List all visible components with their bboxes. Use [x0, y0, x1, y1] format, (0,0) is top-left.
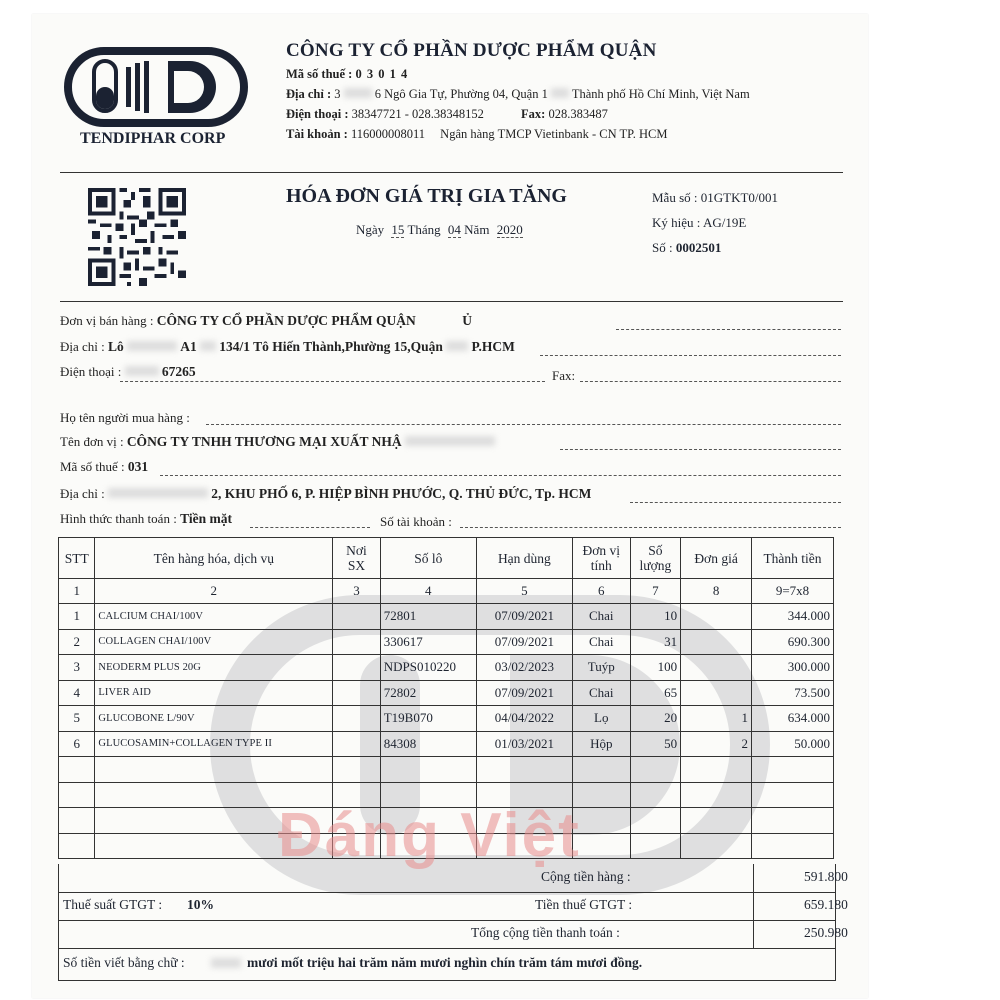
colnum: 9=7x8 — [751, 579, 833, 604]
header-origin: Nơi SX — [333, 538, 381, 579]
header-address-prefix: 3 — [334, 87, 341, 101]
empty-table-row — [59, 757, 834, 783]
seller-address-prefix: Lô — [108, 339, 124, 354]
invoice-title: HÓA ĐƠN GIÁ TRỊ GIA TĂNG — [286, 185, 567, 207]
cell-amount: 690.300 — [751, 629, 833, 655]
dotted-line — [616, 329, 841, 330]
cell-qty: 65 — [630, 680, 681, 706]
seller-unit-line — [60, 313, 472, 329]
cell-lot: NDPS010220 — [380, 655, 476, 681]
cell-name: COLLAGEN CHAI/100V — [95, 629, 333, 655]
header-lot: Số lô — [380, 538, 476, 579]
cell-stt: 5 — [59, 706, 95, 732]
date-year-label: Năm — [464, 222, 490, 237]
header-divider — [60, 172, 843, 173]
invoice-date — [356, 222, 523, 238]
dotted-line — [460, 527, 841, 528]
qr-code-icon — [88, 188, 186, 286]
cell-expiry: 01/03/2021 — [476, 731, 572, 757]
number-value: 0002501 — [675, 240, 722, 255]
form-label: Mẫu số : — [652, 190, 698, 205]
vat-row — [58, 892, 848, 921]
number-label: Số : — [652, 240, 673, 255]
dotted-line — [160, 475, 841, 476]
cell-unit: Chai — [572, 604, 630, 630]
header-stt: STT — [59, 538, 95, 579]
seller-unit-label: Đơn vị bán hàng : — [60, 313, 154, 328]
payment-label: Hình thức thanh toán : — [60, 511, 177, 526]
buyer-unit-line — [60, 434, 495, 450]
seller-fax-label: Fax: — [552, 368, 576, 383]
form-value: 01GTKT0/001 — [700, 190, 779, 205]
seller-address-mid: A1 — [180, 339, 197, 354]
grand-total-row — [58, 920, 848, 949]
form-number — [652, 190, 778, 206]
cell-name: NEODERM PLUS 20G — [95, 655, 333, 681]
cell-unit: Chai — [572, 680, 630, 706]
cell-amount: 50.000 — [751, 731, 833, 757]
dotted-line — [120, 381, 545, 382]
header-bank-value: Ngân hàng TMCP Vietinbank - CN — [440, 127, 617, 141]
buyer-unit-label: Tên đơn vị : — [60, 434, 124, 449]
colnum: 3 — [333, 579, 381, 604]
date-day: 15 — [391, 222, 405, 237]
cell-lot: 84308 — [380, 731, 476, 757]
cell-qty: 100 — [630, 655, 681, 681]
cell-origin — [333, 680, 381, 706]
cell-qty: 50 — [630, 731, 681, 757]
cell-unit: Lọ — [572, 706, 630, 732]
cell-price — [681, 604, 752, 630]
header-tax-line — [286, 67, 408, 82]
seller-phone-value: 67265 — [161, 364, 196, 379]
redaction — [344, 88, 372, 98]
header-address-line — [286, 87, 750, 102]
colnum: 1 — [59, 579, 95, 604]
cell-expiry: 07/09/2021 — [476, 604, 572, 630]
header-phone-line — [286, 107, 608, 122]
cell-lot: 330617 — [380, 629, 476, 655]
buyer-address-label: Địa chỉ : — [60, 486, 105, 501]
cell-price — [681, 655, 752, 681]
header-tax-value: 0 3 0 1 4 — [355, 67, 409, 81]
cell-stt: 4 — [59, 680, 95, 706]
vat-label: Tiền thuế GTGT : — [535, 897, 633, 912]
header-expiry: Hạn dùng — [476, 538, 572, 579]
invoice-number — [652, 240, 721, 256]
cell-name: GLUCOBONE L/90V — [95, 706, 333, 732]
colnum: 5 — [476, 579, 572, 604]
table-row — [59, 706, 834, 732]
table-row — [59, 680, 834, 706]
seller-unit-suffix: Ủ — [462, 313, 473, 328]
brand-name: TENDIPHAR CORP — [80, 130, 226, 147]
dotted-line — [250, 527, 370, 528]
table-row — [59, 629, 834, 655]
header-fax-value: 028.383487 — [548, 107, 608, 121]
header-qty: Số lượng — [630, 538, 681, 579]
header-account-line — [286, 127, 667, 142]
cell-amount: 73.500 — [751, 680, 833, 706]
cell-lot: T19B070 — [380, 706, 476, 732]
buyer-name-field — [206, 424, 841, 425]
cell-amount: 634.000 — [751, 706, 833, 732]
cell-stt: 3 — [59, 655, 95, 681]
cell-origin — [333, 706, 381, 732]
date-prefix: Ngày — [356, 222, 385, 237]
cell-qty: 10 — [630, 604, 681, 630]
dotted-line — [580, 381, 841, 382]
cell-unit: Hộp — [572, 731, 630, 757]
colnum: 2 — [95, 579, 333, 604]
table-header-row — [59, 538, 834, 579]
account-label: Số tài khoản : — [380, 514, 452, 529]
date-year: 2020 — [496, 222, 523, 237]
header-address-city: Thành phố Hồ Chí Minh, Việt Nam — [571, 87, 750, 101]
header-amount: Thành tiền — [751, 538, 833, 579]
header-account-value: 116000008011 — [350, 127, 426, 141]
header-name: Tên hàng hóa, dịch vụ — [95, 538, 333, 579]
column-number-row — [59, 579, 834, 604]
header-phone-value: 38347721 - 028.38348152 — [351, 107, 484, 121]
dotted-line — [540, 355, 841, 356]
cell-unit: Chai — [572, 629, 630, 655]
seller-address-value: 134/1 Tô Hiến Thành,Phường 15,Quận — [219, 339, 443, 354]
header-price: Đơn giá — [681, 538, 752, 579]
table-row — [59, 604, 834, 630]
cell-stt: 1 — [59, 604, 95, 630]
cell-origin — [333, 655, 381, 681]
buyer-tax-label: Mã số thuế : — [60, 459, 125, 474]
cell-stt: 6 — [59, 731, 95, 757]
header-account-label: Tài khoản : — [286, 127, 348, 141]
header-address-label: Địa chỉ : — [286, 87, 332, 101]
symbol-label: Ký hiệu : — [652, 215, 701, 230]
header-fax-label: Fax: — [521, 107, 546, 121]
buyer-tax-value: 031 — [127, 459, 149, 474]
dotted-line — [560, 449, 841, 450]
buyer-unit-value: CÔNG TY TNHH THƯƠNG MẠI XUẤT NHẬ — [126, 434, 402, 449]
cell-qty: 31 — [630, 629, 681, 655]
cell-qty: 20 — [630, 706, 681, 732]
date-month: 04 — [447, 222, 461, 237]
payment-value: Tiền mặt — [180, 511, 232, 526]
company-name: CÔNG TY CỔ PHẦN DƯỢC PHẨM QUẬN — [286, 40, 657, 61]
seller-address-line — [60, 339, 515, 355]
cell-expiry: 04/04/2022 — [476, 706, 572, 732]
seller-phone-line — [60, 364, 196, 380]
header-address-value: 6 Ngô Gia Tự, Phường 04, Quận 1 — [374, 87, 548, 101]
header-bank-branch: TP. HCM — [619, 127, 668, 141]
date-month-label: Tháng — [407, 222, 441, 237]
grand-total-label: Tổng cộng tiền thanh toán : — [471, 925, 620, 940]
seller-unit-value: CÔNG TY CỔ PHẦN DƯỢC PHẨM QUẬN — [156, 313, 416, 328]
subtotal-value: 591.800 — [804, 869, 848, 884]
cell-price — [681, 629, 752, 655]
colnum: 4 — [380, 579, 476, 604]
cell-price — [681, 680, 752, 706]
table-row — [59, 731, 834, 757]
watermark-text: Đáng Việt — [278, 801, 581, 870]
dotted-line — [630, 502, 841, 503]
words-label: Số tiền viết bằng chữ : — [63, 955, 185, 970]
colnum: 7 — [630, 579, 681, 604]
title-divider — [60, 301, 843, 302]
colnum: 6 — [572, 579, 630, 604]
vat-value: 659.180 — [804, 897, 848, 912]
table-row — [59, 655, 834, 681]
cell-origin — [333, 604, 381, 630]
vat-rate-label: Thuế suất GTGT : — [63, 897, 163, 912]
buyer-name-label: Họ tên người mua hàng : — [60, 410, 190, 425]
cell-expiry: 07/09/2021 — [476, 629, 572, 655]
cell-amount: 300.000 — [751, 655, 833, 681]
seller-phone-label: Điện thoại : — [60, 364, 122, 379]
cell-name: GLUCOSAMIN+COLLAGEN TYPE II — [95, 731, 333, 757]
invoice-symbol — [652, 215, 746, 231]
company-logo-icon — [64, 47, 248, 127]
subtotal-label: Cộng tiền hàng : — [541, 869, 631, 884]
redaction — [551, 88, 569, 98]
cell-price: 1 — [681, 706, 752, 732]
cell-expiry: 07/09/2021 — [476, 680, 572, 706]
seller-address-city: P.HCM — [471, 339, 515, 354]
cell-lot: 72802 — [380, 680, 476, 706]
colnum: 8 — [681, 579, 752, 604]
buyer-address-value: 2, KHU PHỐ 6, P. HIỆP BÌNH PHƯỚC, Q. THỦ ĐỨC, Tp. HCM — [211, 486, 592, 501]
cell-price: 2 — [681, 731, 752, 757]
payment-line — [60, 511, 232, 527]
cell-name: CALCIUM CHAI/100V — [95, 604, 333, 630]
buyer-tax-line — [60, 459, 148, 475]
seller-address-label: Địa chỉ : — [60, 339, 105, 354]
words-value: mươi mốt triệu hai trăm năm mươi nghìn chín trăm tám mươi đồng. — [247, 955, 643, 970]
header-tax-label: Mã số thuế : — [286, 67, 353, 81]
amount-in-words-row — [58, 948, 836, 981]
grand-total-value: 250.980 — [804, 925, 848, 940]
cell-origin — [333, 629, 381, 655]
cell-name: LIVER AID — [95, 680, 333, 706]
header-phone-label: Điện thoại : — [286, 107, 349, 121]
symbol-value: AG/19E — [702, 215, 747, 230]
cell-origin — [333, 731, 381, 757]
cell-unit: Tuýp — [572, 655, 630, 681]
cell-expiry: 03/02/2023 — [476, 655, 572, 681]
cell-stt: 2 — [59, 629, 95, 655]
cell-amount: 344.000 — [751, 604, 833, 630]
vat-rate-value: 10% — [187, 897, 214, 912]
header-unit: Đơn vị tính — [572, 538, 630, 579]
cell-lot: 72801 — [380, 604, 476, 630]
buyer-address-line — [60, 486, 591, 502]
